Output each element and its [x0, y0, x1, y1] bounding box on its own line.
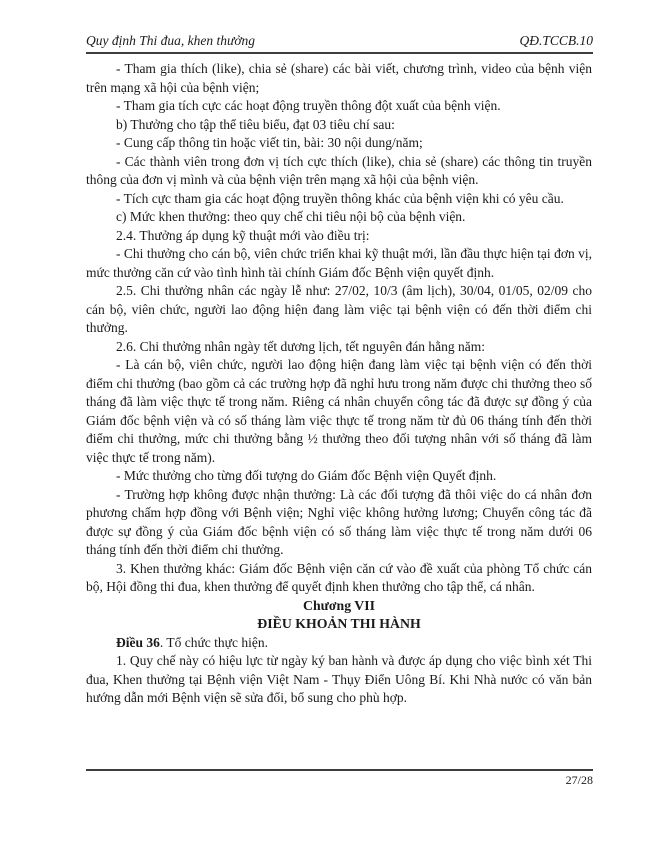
paragraph: - Tham gia tích cực các hoạt động truyền thông đột xuất của bệnh viện.: [116, 98, 501, 113]
paragraph: 2.5. Chi thưởng nhân các ngày lễ như: 27/02, 10/3 (âm lịch), 30/04, 01/05, 02/09 cho cán bộ, viên chức, người lao động hiện đang làm việc tại bệnh viện có đến thời điểm chi thưởng.: [86, 283, 592, 335]
paragraph-group-closing: [86, 652, 592, 708]
paragraph: - Chi thưởng cho cán bộ, viên chức triển khai kỹ thuật mới, lần đầu thực hiện tại đơn vị, mức thưởng căn cứ vào tình hình tài chính Giám đốc Bệnh viện quyết định.: [86, 246, 592, 280]
header-doc-code: QĐ.TCCB.10: [519, 33, 593, 48]
page-number: 27/28: [565, 773, 593, 787]
article-heading: [86, 634, 592, 653]
paragraph: - Mức thưởng cho từng đối tượng do Giám đốc Bệnh viện Quyết định.: [116, 468, 497, 483]
paragraph: 2.4. Thưởng áp dụng kỹ thuật mới vào điều trị:: [116, 227, 370, 243]
paragraph: - Tích cực tham gia các hoạt động truyền thông khác của bệnh viện khi có yêu cầu.: [116, 190, 564, 206]
paragraph: - Các thành viên trong đơn vị tích cực thích (like), chia sẻ (share) các thông tin truyền thông của đơn vị mình và của bệnh viện trên mạng xã hội của bệnh viện.: [86, 153, 592, 187]
paragraph: - Trường hợp không được nhận thưởng: Là các đối tượng đã thôi việc do cá nhân đơn phương chấm hợp đồng với Bệnh viện; Nghỉ việc không hưởng lương; Chuyển công tác đã được sự đồng ý của Giám đốc bệnh viện có số tháng làm việc thực tế trong năm dưới 06 tháng tính đến thời điểm chi thưởng.: [86, 486, 592, 557]
chapter-title: Chương VII: [302, 597, 376, 613]
paragraph: - Là cán bộ, viên chức, người lao động hiện đang làm việc tại bệnh viện có đến thời điểm chi thưởng (bao gồm cả các trường hợp đã nghỉ hưu trong năm được chi thưởng theo số tháng đã làm việc thực tế trong năm. Riêng cá nhân chuyển công tác đã được sự đồng ý của Giám đốc bệnh viện và có số tháng làm việc thực tế trong năm từ đủ 06 tháng tính đến thời điểm chi thưởng, mức chi thưởng bằng ½ thưởng theo đối tượng nhân với số tháng đã làm việc thực tế trong năm).: [86, 357, 592, 465]
document-body: [86, 60, 592, 708]
header-title: Quy định Thi đua, khen thưởng: [86, 33, 256, 48]
paragraph: - Tham gia thích (like), chia sẻ (share) các bài viết, chương trình, video của bệnh viện trên mạng xã hội của bệnh viện;: [86, 61, 592, 95]
paragraph: c) Mức khen thưởng: theo quy chế chi tiêu nội bộ của bệnh viện.: [116, 209, 466, 224]
paragraph: b) Thưởng cho tập thể tiêu biểu, đạt 03 tiêu chí sau:: [116, 116, 395, 132]
chapter-subtitle: ĐIỀU KHOẢN THI HÀNH: [257, 616, 421, 631]
article-number: Điều 36: [116, 634, 160, 650]
paragraph: 1. Quy chế này có hiệu lực từ ngày ký ban hành và được áp dụng cho việc bình xét Thi đua, Khen thưởng tại Bệnh viện Việt Nam - Thụy Điển Uông Bí. Khi Nhà nước có văn bản hướng dẫn mới Bệnh viện sẽ sửa đổi, bổ sung cho phù hợp.: [86, 653, 592, 705]
paragraph-group-main: [86, 60, 592, 597]
page-footer: [86, 769, 593, 788]
paragraph: 3. Khen thưởng khác: Giám đốc Bệnh viện căn cứ vào đề xuất của phòng Tổ chức cán bộ, Hội đồng thi đua, khen thưởng để quyết định khen thưởng cho tập thể, cá nhân.: [86, 560, 592, 594]
article-title: . Tổ chức thực hiện.: [159, 634, 268, 650]
paragraph: 2.6. Chi thưởng nhân ngày tết dương lịch, tết nguyên đán hằng năm:: [116, 338, 485, 354]
page-header: [86, 33, 593, 54]
paragraph: - Cung cấp thông tin hoặc viết tin, bài: 30 nội dung/năm;: [116, 135, 423, 150]
